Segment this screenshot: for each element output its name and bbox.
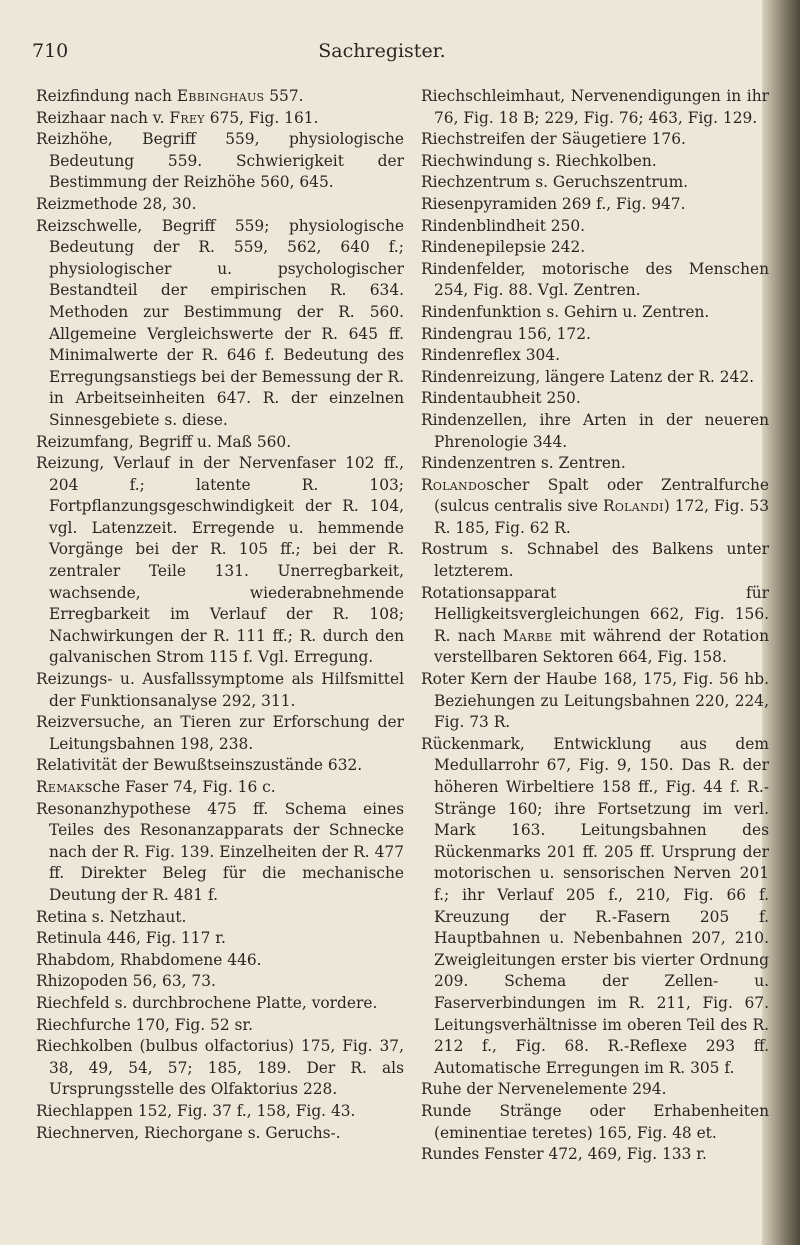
index-entry [36, 799, 404, 907]
entry-text: Riechwindung s. Riechkolben. [421, 151, 657, 170]
index-entry [421, 345, 769, 367]
entry-text: Reizhaar nach v. [36, 108, 170, 127]
index-entry [36, 86, 404, 108]
entry-text: Rhizopoden 56, 63, 73. [36, 972, 216, 991]
index-entry [421, 86, 769, 129]
index-entry [421, 367, 769, 389]
index-entry [36, 216, 404, 432]
entry-text: Rostrum s. Schnabel des Balkens unter letzterem. [421, 540, 769, 581]
index-entry [421, 302, 769, 324]
entry-name-smallcaps: Frey [169, 108, 205, 127]
entry-text: Rindenzellen, ihre Arten in der neueren Phrenologie 344. [421, 410, 769, 451]
page-title: Sachregister. [318, 40, 446, 62]
index-entry [421, 237, 769, 259]
index-entry [421, 1101, 769, 1144]
index-entry [421, 453, 769, 475]
entry-text: Roter Kern der Haube 168, 175, Fig. 56 hb. Beziehungen zu Leitungsbahnen 220, 224, Fig. 73 R. [421, 670, 769, 732]
index-entry [421, 194, 769, 216]
entry-text: Reizhöhe, Begriff 559, physiologische Bedeutung 559. Schwierigkeit der Bestimmung der Reizhöhe 560, 645. [36, 130, 404, 192]
page-header [32, 40, 732, 70]
entry-name-smallcaps: Marbe [502, 626, 553, 645]
index-entry [36, 907, 404, 929]
index-entry [421, 539, 769, 582]
entry-text: sche Faser 74, Fig. 16 c. [84, 778, 276, 796]
index-entry [421, 259, 769, 302]
entry-text: Riechfeld s. durchbrochene Platte, vordere. [36, 993, 378, 1012]
index-entry [421, 475, 769, 540]
index-entry [421, 410, 769, 453]
index-entry [36, 712, 404, 755]
entry-text: Riechnerven, Riechorgane s. Geruchs-. [36, 1123, 341, 1142]
entry-text: 675, Fig. 161. [204, 108, 319, 127]
entry-text: Riechkolben (bulbus olfactorius) 175, Fig. 37, 38, 49, 54, 57; 185, 189. Der R. als Ursprungsstelle des Olfaktorius 228. [36, 1037, 404, 1099]
entry-text: Reizversuche, an Tieren zur Erforschung der Leitungsbahnen 198, 238. [36, 713, 404, 753]
entry-text: Riechfurche 170, Fig. 52 sr. [36, 1015, 253, 1034]
index-entry [36, 108, 404, 130]
index-entry [36, 453, 404, 669]
entry-text: Reizungs- u. Ausfallssymptome als Hilfsmittel der Funktionsanalyse 292, 311. [36, 670, 404, 710]
index-entry [36, 777, 404, 799]
index-entry [421, 734, 769, 1080]
index-entry [36, 1015, 404, 1037]
index-entry [36, 669, 404, 712]
entry-text: Rindenreflex 304. [421, 346, 560, 365]
index-entry [36, 129, 404, 194]
entry-text: Reizmethode 28, 30. [36, 194, 197, 213]
index-entry [421, 216, 769, 238]
left-column [36, 86, 404, 1144]
index-entry [36, 432, 404, 454]
index-entry [36, 194, 404, 216]
entry-text: Rindengrau 156, 172. [421, 324, 591, 343]
entry-text: Rindenreizung, längere Latenz der R. 242. [421, 367, 755, 386]
index-entry [36, 971, 404, 993]
entry-text: Rindenzentren s. Zentren. [421, 454, 626, 473]
entry-text: 557. [264, 87, 304, 105]
entry-text: scher Spalt oder Zentralfurche (sulcus centralis sive [434, 475, 769, 516]
entry-text: Rindenepilepsie 242. [421, 238, 586, 257]
entry-text: Rindenblindheit 250. [421, 216, 586, 235]
index-entry [36, 1101, 404, 1123]
entry-text: ) 172, Fig. 53 R. 185, Fig. 62 R. [434, 497, 769, 537]
entry-name-smallcaps: Rolando [421, 475, 487, 494]
entry-text: Rindentaubheit 250. [421, 389, 581, 408]
entry-text: Riechstreifen der Säugetiere 176. [421, 130, 686, 149]
index-entry [421, 172, 769, 194]
entry-text: mit während der Rotation verstellbaren Sektoren 664, Fig. 158. [434, 626, 769, 667]
index-entry [36, 755, 404, 777]
entry-text: Retinula 446, Fig. 117 r. [36, 929, 226, 948]
index-entry [421, 151, 769, 173]
entry-name-smallcaps: Remak [36, 778, 85, 796]
index-entry [36, 928, 404, 950]
entry-text: Runde Stränge oder Erhabenheiten (eminentiae teretes) 165, Fig. 48 et. [421, 1101, 769, 1142]
entry-text: Resonanzhypothese 475 ff. Schema eines Teiles des Resonanzapparats der Schnecke nach der R. Fig. 139. Einzelheiten der R. 477 ff. Direkter Beleg für die mechanische Deutung der R. 481 f. [36, 799, 404, 904]
index-entry [421, 669, 769, 734]
index-entry [36, 1123, 404, 1145]
entry-text: Riechzentrum s. Geruchszentrum. [421, 173, 689, 192]
entry-name-smallcaps: Rolandi [602, 497, 664, 516]
entry-text: Rückenmark, Entwicklung aus dem Medullarrohr 67, Fig. 9, 150. Das R. der höheren Wirbeltiere 158 ff., Fig. 44 f. R.-Stränge 160; ihre Fortsetzung im verl. Mark 163. Leitungsbahnen des Rückenmarks 201 ff. 205 ff. Ursprung der motorischen u. sensorischen Nerven 201 f.; ihr Verlauf 205 f., 210, Fig. 66 f. Kreuzung der R.-Fasern 205 f. Hauptbahnen u. Nebenbahnen 207, 210. Zweigleitungen erster bis vierter Ordnung 209. Schema der Zellen- u. Faserverbindungen im R. 211, Fig. 67. Leitungsverhältnisse im oberen Teil des R. 212 f., Fig. 68. R.-Reflexe 293 ff. Automatische Erregungen im R. 305 f. [421, 734, 769, 1077]
index-entry [36, 1036, 404, 1101]
index-entry [36, 993, 404, 1015]
entry-text: Riechschleimhaut, Nervenendigungen in ihr 76, Fig. 18 B; 229, Fig. 76; 463, Fig. 129. [421, 87, 769, 127]
index-entry [421, 583, 769, 669]
index-columns [36, 86, 769, 1206]
page-number: 710 [32, 40, 69, 62]
index-entry [421, 1144, 769, 1166]
index-entry [421, 388, 769, 410]
right-column [421, 86, 769, 1166]
entry-text: Rundes Fenster 472, 469, Fig. 133 r. [421, 1145, 707, 1164]
index-entry [36, 950, 404, 972]
index-entry [421, 1079, 769, 1101]
entry-text: Ruhe der Nervenelemente 294. [421, 1080, 667, 1099]
entry-text: Riesenpyramiden 269 f., Fig. 947. [421, 194, 686, 213]
entry-text: Riechlappen 152, Fig. 37 f., 158, Fig. 43. [36, 1101, 356, 1120]
entry-name-smallcaps: Ebbinghaus [176, 87, 265, 105]
index-entry [421, 324, 769, 346]
entry-text: Reizung, Verlauf in der Nervenfaser 102 ff., 204 f.; latente R. 103; Fortpflanzungsgeschwindigkeit der R. 104, vgl. Latenzzeit. Erregende u. hemmende Vorgänge bei der R. 105 ff.; bei der R. zentraler Teile 131. Unerregbarkeit, wachsende, wiederabnehmende Erregbarkeit im Verlauf der R. 108; Nachwirkungen der R. 111 ff.; R. durch den galvanischen Strom 115 f. Vgl. Erregung. [36, 454, 404, 667]
entry-text: Rotationsapparat für Helligkeitsvergleichungen 662, Fig. 156. R. nach [421, 583, 769, 645]
entry-text: Relativität der Bewußtseinszustände 632. [36, 756, 363, 775]
entry-text: Rindenfunktion s. Gehirn u. Zentren. [421, 302, 710, 321]
entry-text: Reizumfang, Begriff u. Maß 560. [36, 432, 292, 451]
index-entry [421, 129, 769, 151]
entry-text: Reizfindung nach [36, 87, 177, 105]
entry-text: Retina s. Netzhaut. [36, 907, 187, 926]
entry-text: Rindenfelder, motorische des Menschen 254, Fig. 88. Vgl. Zentren. [421, 259, 769, 300]
entry-text: Reizschwelle, Begriff 559; physiologische Bedeutung der R. 559, 562, 640 f.; physiologischer u. psychologischer Bestandteil der empirischen R. 634. Methoden zur Bestimmung der R. 560. Allgemeine Vergleichswerte der R. 645 ff. Minimalwerte der R. 646 f. Bedeutung des Erregungsanstiegs bei der Bemessung der R. in Arbeitseinheiten 647. R. der einzelnen Sinnesgebiete s. diese. [36, 216, 404, 429]
entry-text: Rhabdom, Rhabdomene 446. [36, 950, 262, 969]
